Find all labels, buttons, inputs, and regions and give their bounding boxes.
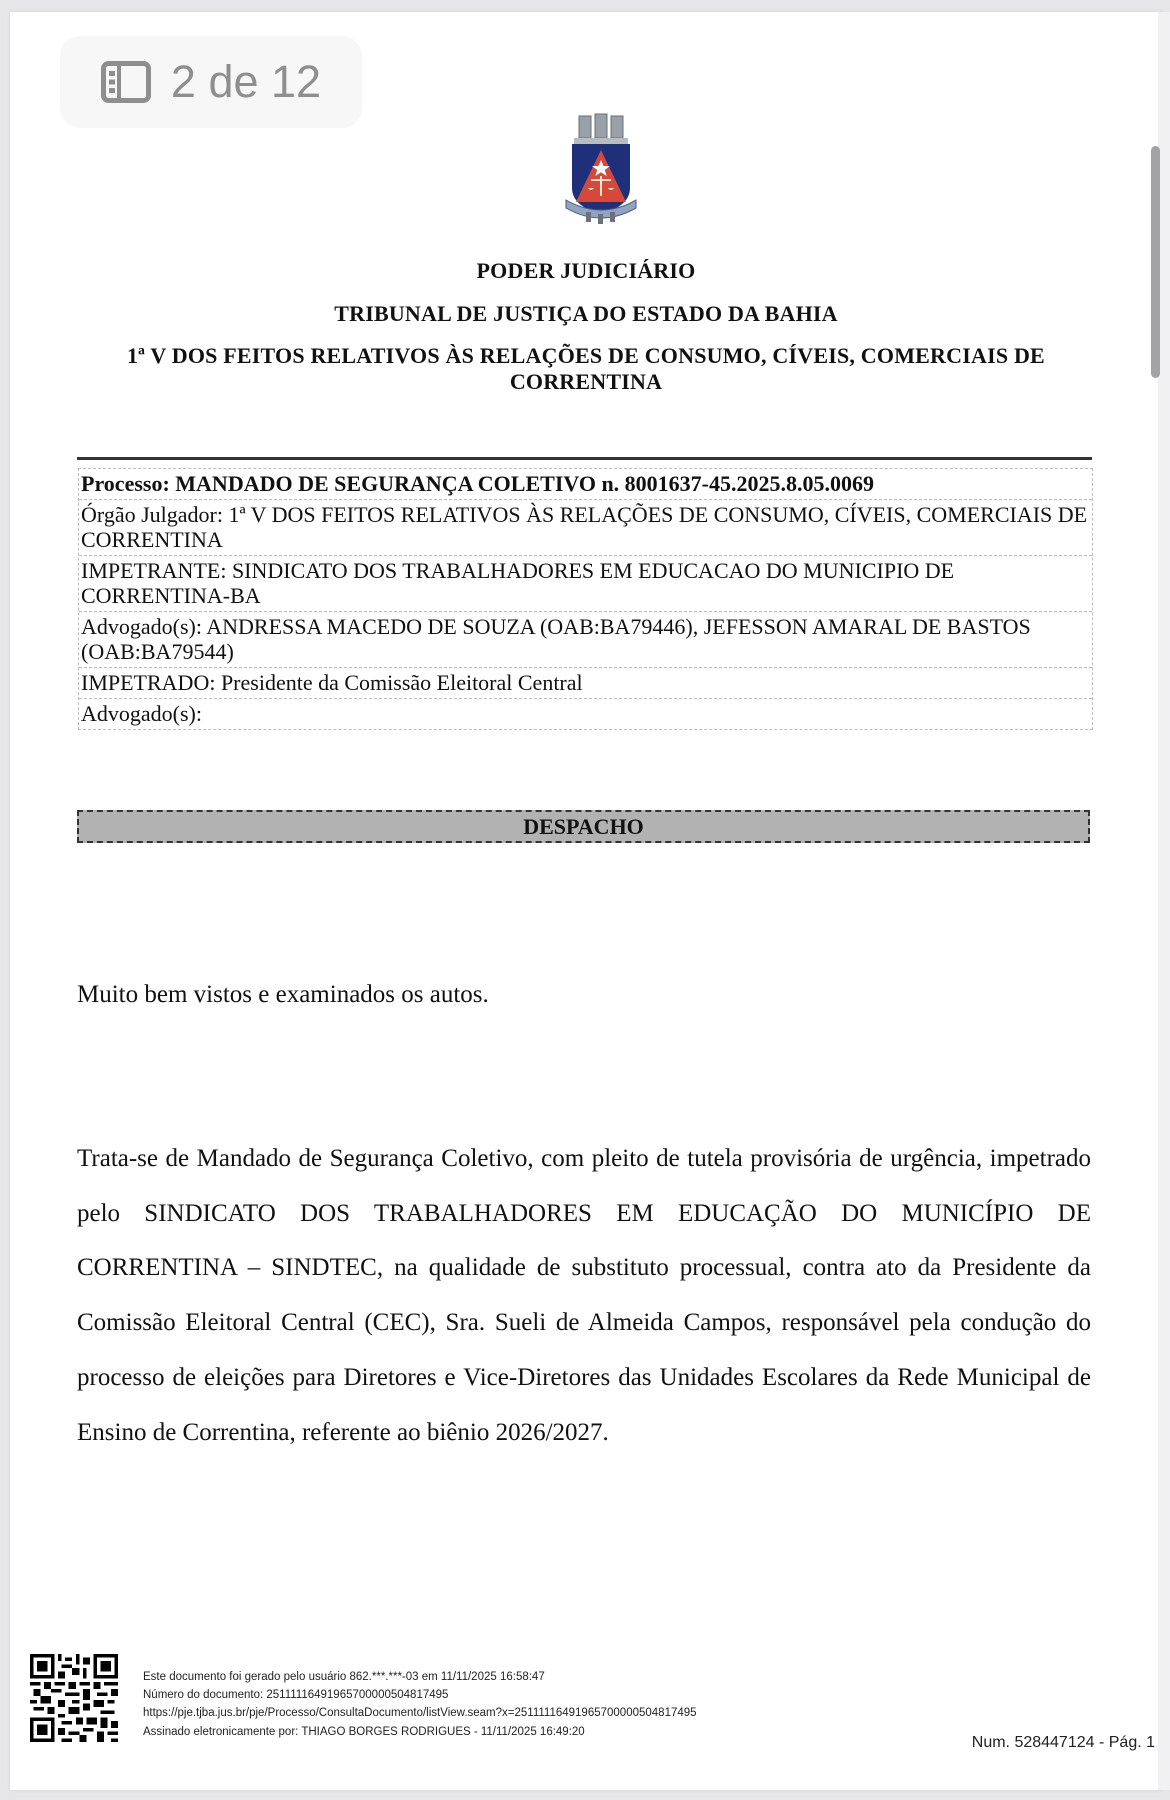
case-process-number: Processo: MANDADO DE SEGURANÇA COLETIVO n. 8001637-45.2025.8.05.0069 [79,469,1092,500]
header-judiciary: PODER JUDICIÁRIO [476,258,696,283]
page-indicator-button[interactable] [60,36,362,128]
footer-signed-by: Assinado eletronicamente por: THIAGO BORGES RODRIGUES - 11/11/2025 16:49:20 [143,1725,585,1738]
document-signature-info [143,1668,697,1741]
case-petitioner: IMPETRANTE: SINDICATO DOS TRABALHADORES EM EDUCACAO DO MUNICIPIO DE CORRENTINA-BA [79,556,1092,612]
qr-code-icon [30,1654,118,1742]
body-paragraph-1: Muito bem vistos e examinados os autos. [77,981,489,1008]
header-divider [77,457,1092,460]
page-indicator-label: 2 de 12 [170,56,322,107]
body-paragraph-2: Trata-se de Mandado de Segurança Coletivo, com pleito de tutela provisória de urgência, impetrado pelo SINDICATO DOS TRABALHADORES EM EDUCAÇÃO DO MUNICÍPIO DE CORRENTINA – SINDTEC, na qualidade de substituto processual, contra ato da Presidente da Comissão Eleitoral Central (CEC), Sra. Sueli de Almeida Campos, responsável pela condução do processo de eleições para Diretores e Vice-Diretores das Unidades Escolares da Rede Municipal de Ensino de Correntina, referente ao biênio 2026/2027. [77,1145,1091,1446]
footer-document-number: Número do documento: 25111116491965700000504817495 [143,1689,449,1702]
header-court: 1ª V DOS FEITOS RELATIVOS ÀS RELAÇÕES DE CONSUMO, CÍVEIS, COMERCIAIS DE CORRENTINA [127,343,1045,394]
case-respondent-lawyers: Advogado(s): [81,701,202,726]
case-respondent: IMPETRADO: Presidente da Comissão Eleitoral Central [79,668,1092,699]
scrollbar-thumb[interactable] [1151,146,1160,378]
case-judging-body: Órgão Julgador: 1ª V DOS FEITOS RELATIVOS ÀS RELAÇÕES DE CONSUMO, CÍVEIS, COMERCIAIS DE CORRENTINA [79,500,1092,556]
footer-page-number: Num. 528447124 - Pág. 1 [971,1734,1155,1751]
case-petitioner-lawyers: Advogado(s): ANDRESSA MACEDO DE SOUZA (OAB:BA79446), JEFESSON AMARAL DE BASTOS (OAB:BA79544) [79,612,1092,668]
footer-document-url[interactable]: https://pje.tjba.jus.br/pje/Processo/ConsultaDocumento/listView.seam?x=25111116491965700000504817495 [143,1707,697,1720]
sidebar-thumbnails-icon [101,61,151,103]
footer-generated-by: Este documento foi gerado pelo usuário 862.***.***-03 em 11/11/2025 16:58:47 [143,1671,545,1683]
header-tribunal: TRIBUNAL DE JUSTIÇA DO ESTADO DA BAHIA [334,301,838,326]
section-title-despacho: DESPACHO [77,810,1090,843]
bahia-coat-of-arms-icon [562,110,640,226]
case-info-table [78,468,1093,730]
